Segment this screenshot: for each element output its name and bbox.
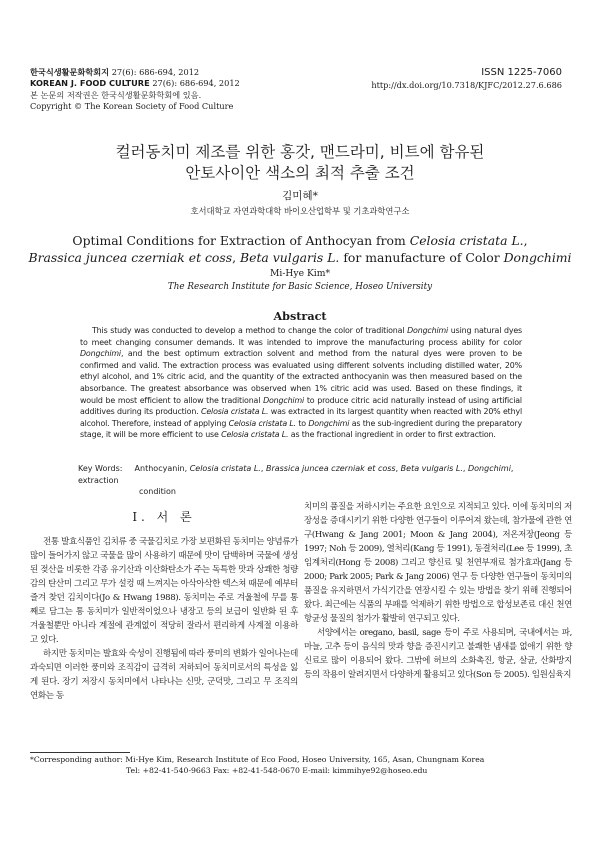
footnote [30, 754, 570, 776]
abstract-text: , and the best optimum extraction solvent and method from the natural dyes were proven to be confirmed and valid. The extraction process was evaluated using different solvents including distilled water, 20% ethyl alcohol, and 1% citric acid, and the quantity of the extracted anthocyanin was then measured based on the absorbance. The greatest absorbance was observed when 1% citric acid was used. Based on these findings, it would be most efficient to allow the traditional [80, 349, 522, 405]
keyword-sep: , [462, 464, 468, 473]
abstract-italic: Dongchimi [263, 395, 305, 405]
corresponding-author: *Corresponding author: Mi-Hye Kim, Research Institute of Eco Food, Hoseo University, 165, Asan, Chungnam Korea [30, 755, 485, 764]
title-english [20, 232, 580, 266]
keyword-text: condition [139, 487, 176, 497]
abstract-text: This study was conducted to develop a method to change the color of traditional [92, 326, 408, 335]
author-english: Mi-Hye Kim* [269, 268, 331, 279]
intro-paragraph-4: 서양에서는 oregano, basil, sage 등이 주로 사용되며, 국내에서는 파, 마늘, 고추 등이 음식의 맛과 향을 증진시키고 불쾌한 냄새를 없애기 위한 향신료로 많이 이용되어 왔다. 그밖에 허브의 소화촉진, 항균, 살균, 산화방지 등의 작용이 알려지면서 다양하게 활용되고 있다(Son 등 2005). 임원심육지 [304, 628, 572, 680]
abstract-italic: Celosia cristata L. [221, 430, 289, 440]
keywords-label: Key Words: [78, 464, 123, 473]
abstract-italic: Celosia cristata L. [200, 407, 269, 417]
copyright-ko: 본 논문의 저작권은 한국식생활문화학회에 있음. [30, 89, 202, 100]
issn-block [371, 67, 562, 91]
abstract-body [80, 325, 522, 441]
body-left-column [30, 500, 298, 703]
keyword-italic: Brassica juncea czerniak et coss [265, 464, 396, 473]
issn: ISSN 1225-7060 [481, 67, 562, 78]
copyright-en: Copyright © The Korean Society of Food Culture [30, 101, 234, 112]
keyword-text: , extraction [78, 464, 514, 485]
section-heading-introduction: I. 서 론 [132, 510, 196, 524]
intro-paragraph-2: 하지만 동치미는 발효와 숙성이 진행됨에 따라 풍미의 변화가 일어나는데 과숙되면 이러한 풍미와 조직감이 급격히 저하되어 동치미로서의 특성을 잃게 된다. 장기 저장시 동치미에서 나타나는 신맛, 군덕맛, 그리고 무 조직의 연화는 동 [30, 649, 298, 701]
author-korean: 김미혜* [282, 190, 318, 202]
title-korean-line2: 안토사이안 색소의 최적 추출 조건 [185, 164, 415, 182]
intro-paragraph-1: 전통 발효식품인 김치류 중 국물김치로 가장 보편화된 동치미는 양념류가 많이 들어가지 않고 국물을 많이 사용하기 때문에 맛이 담백하며 국물에 생성된 젖산을 비롯한 각종 유기산과 이산화탄소가 주는 독특한 맛과 상쾌한 청량감의 탄산미 그리고 무가 설컹 때 느껴지는 아삭아삭한 텍스쳐 때문에 예부터 즐겨 찾던 김치이다(Jo & Hwang 1988). 동치미는 주로 겨울철에 무를 통째로 담그는 통 동치미가 일반적이었으나 냉장고 등의 보급이 일반화 된 후 겨울철뿐만 아니라 계절에 관계없이 적당히 잘라서 편리하게 사계절 이용하고 있다. [30, 537, 298, 645]
affiliation-english: The Research Institute for Basic Science, Hoseo University [167, 282, 433, 292]
journal-volume-ko: 27(6): 686-694, 2012 [111, 67, 200, 77]
abstract-text: as the sub-ingredient during the preparatory stage, it will be more efficient to use [80, 418, 522, 440]
abstract-italic: Celosia cristata L. [228, 418, 296, 428]
keywords [78, 463, 524, 498]
abstract-italic: Dongchimi [308, 418, 350, 428]
keyword-text: Anthocyanin, [134, 464, 190, 473]
journal-volume-en: 27(6): 686-694, 2012 [152, 78, 240, 89]
abstract-text: to [295, 418, 309, 428]
abstract-italic: Dongchimi [407, 326, 449, 335]
footnote-divider [30, 752, 130, 753]
keyword-sep: , [395, 464, 401, 473]
keyword-italic: Celosia cristata L. [189, 464, 261, 473]
title-en-comma: , [523, 233, 528, 248]
abstract-heading: Abstract [273, 309, 327, 323]
title-en-dongchimi: Dongchimi [503, 250, 572, 265]
contact-info: Tel: +82-41-540-9663 Fax: +82-41-548-0670 E-mail: kimmihye92@hoseo.edu [126, 766, 428, 775]
abstract-text: using natural dyes to meet changing consumer demands. It was intended to improve the manufacturing process ability for color [80, 326, 522, 347]
journal-name-ko: 한국식생활문화학회지 [30, 67, 110, 77]
doi-link[interactable]: http://dx.doi.org/10.7318/KJFC/2012.27.6.686 [371, 80, 562, 90]
affiliation-korean: 호서대학교 자연과학대학 바이오산업학부 및 기초과학연구소 [190, 206, 410, 216]
abstract-text: to produce citric acid naturally instead of using artificial additives during its production. [80, 395, 522, 417]
journal-name-en: KOREAN J. FOOD CULTURE [30, 78, 150, 89]
keyword-italic: Dongchimi [468, 464, 511, 473]
title-korean-line1: 컬러동치미 제조를 위한 홍갓, 맨드라미, 비트에 함유된 [115, 143, 485, 161]
abstract-text: was extracted in its largest quantity when reacted with 20% ethyl alcohol. Therefore, instead of applying [80, 407, 522, 428]
title-en-species: Beta vulgaris L. [240, 250, 340, 265]
title-korean [0, 142, 600, 184]
keyword-sep: , [260, 464, 266, 473]
journal-header [30, 67, 240, 113]
intro-paragraph-3: 치미의 품질을 저하시키는 주요한 요인으로 지적되고 있다. 이에 동치미의 저장성을 증대시키기 위한 다양한 연구들이 이루어져 왔는데, 참가물에 관한 연구(Hwang & Jang 2001; Moon & Jang 2004), 저온저장(Jeong 등 1997; Noh 등 2009), 열처리(Kang 등 1991), 동결처리(Lee 등 1999), 초임계처리(Hong 등 2008) 그리고 향신료 및 천연부재료 첨가효과(Jang 등 2000; Park 2005; Park & Jang 2006) 연구 등 다양한 연구들이 동치미의 품질을 유지하면서 가식기간을 연장시킬 수 있는 방법을 찾기 위해 진행되어 왔다. 최근에는 식품의 부패를 억제하기 위한 방법으로 합성보존료 대신 천연항균성 물질의 첨가가 활발히 연구되고 있다. [304, 502, 572, 624]
title-en-comma: , [232, 250, 241, 265]
abstract-italic: Dongchimi [80, 349, 121, 359]
keyword-italic: Beta vulgaris L. [400, 464, 463, 473]
body-right-column [304, 500, 572, 682]
title-en-text: for manufacture of Color [339, 250, 504, 265]
title-en-species: Celosia cristata L. [409, 233, 524, 248]
title-en-text: Optimal Conditions for Extraction of Anthocyan from [72, 233, 410, 248]
title-en-species: Brassica juncea czerniak et coss [28, 250, 233, 265]
abstract-text: as the fractional ingredient in order to first extraction. [288, 430, 496, 440]
